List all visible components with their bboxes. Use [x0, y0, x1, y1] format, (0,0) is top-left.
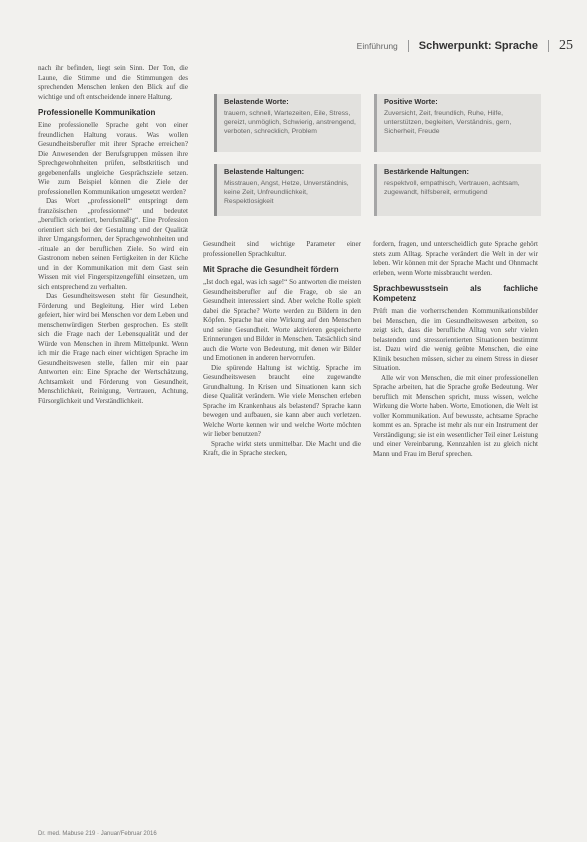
box-title: Belastende Haltungen:	[224, 167, 305, 176]
paragraph: „Ist doch egal, was ich sage!“ So antworten die meisten Gesundheitsberufler auf die Frage, ob sie an Gesundheit interessiert sind. Aber welche Rolle spielt dabei die Sprache? Worte werden zu Bildern in den Köpfen. Sprache hat eine Wirkung auf den Menschen und seine Gesundheit. Worte aktivieren gespeicherte Erinnerungen und Bilder in Menschen. Tatsächlich sind auch die Worte von Bedeutung, mit denen wir Bilder und Emotionen in anderen hervorrufen.	[203, 278, 361, 362]
subheading: Mit Sprache die Gesundheit fördern	[203, 265, 339, 274]
subheading: Professionelle Kommunikation	[38, 108, 156, 117]
text-column-left	[38, 64, 188, 814]
box-title: Positive Worte:	[384, 97, 438, 106]
page-header	[357, 36, 573, 56]
negative-attitudes-box	[214, 164, 361, 216]
paragraph: Das Gesundheitswesen steht für Gesundheit, Förderung und Begleitung. Hier wird Leben gefeiert, hier wird bei Menschen vor dem Leben und menschenwürdigen Sterben gesprochen. Es stellt sich die Frage nach der Lebensqualität und der Würde von Menschen in ihrem Mittelpunkt. Wenn ich mir die Frage nach einer wichtigen Sprache im Gesundheitswesen stelle, fallen mir ein paar Antworten ein: Eine Sprache der Wertschätzung, Achtsamkeit und Förderung von Gesundheit, Menschlichkeit, Reinigung, Vertrauen, Achtung, Fürsorglichkeit und Verständlichkeit.	[38, 292, 188, 405]
paragraph: Die spürende Haltung ist wichtig. Sprache im Gesundheitswesen braucht eine zugewandte Grundhaltung. In Krisen und Situationen kann sich diese Qualität verändern. Wie viele Menschen erleben Sprache im Krankenhaus als belastend? Sprache kann bewegen und aufbauen, sie kann aber auch verletzen. Welche Worte kennen wir und welche Worte möchten wir lieber benutzen?	[203, 363, 361, 438]
box-body: Zuversicht, Zeit, freundlich, Ruhe, Hilfe, unterstützen, begleiten, Verständnis, gern, Sicherheit, Freude	[384, 110, 512, 135]
subheading: Sprachbewusstsein als fachliche Kompetenz	[373, 284, 538, 303]
paragraph: Eine professionelle Sprache geht von einer freundlichen Haltung voraus. Was wollen Gesundheitsberufler mit ihrer Sprache erreichen? Die Anwesenden der Berufsgruppen müssen ihre Sprechgewohnheiten prüfen, selbstkritisch und gegebenenfalls ungleiche Gesprächsziele setzen. Wie zum Beispiel können die Ziele der professionellen Kommunikation umgesetzt werden?	[38, 121, 188, 196]
paragraph: Alle wir von Menschen, die mit einer professionellen Sprache arbeiten, hat die Sprache große Bedeutung. Wer beruflich mit Menschen spricht, muss wissen, welche Wirkung die Worte haben. Worte, Emotionen, die Welt ist voller Kommunikation. Auf bewusste, achtsame Sprache kommt es an. Sprache ist mehr als nur ein Instrument der Verständigung; sie ist ein wesentlicher Teil einer Leistung und einer Vereinbarung, Kennzahlen ist zu gleich nicht Mann und Frau im Beruf sprechen.	[373, 373, 538, 458]
paragraph: Sprache wirkt stets unmittelbar. Die Macht und die Kraft, die in Sprache stecken,	[203, 439, 361, 457]
text-column-right	[373, 240, 538, 815]
paragraph: nach ihr befinden, liegt sein Sinn. Der Ton, die Laune, die Stimme und die Stimmungen des sprechenden Menschen lenken den Blick auf die wichtige und oft entscheidende innere Haltung.	[38, 64, 188, 101]
section-title: Schwerpunkt: Sprache	[408, 40, 549, 52]
page-number: 25	[559, 38, 573, 53]
box-title: Bestärkende Haltungen:	[384, 167, 470, 176]
positive-words-box	[374, 94, 541, 152]
box-body: respektvoll, empathisch, Vertrauen, achtsam, zugewandt, hilfsbereit, ermutigend	[384, 180, 520, 196]
paragraph: fordern, fragen, und unterscheidlich gute Sprache gehört stets zum Alltag. Sprache verändert die Welt in der wir leben. Wir können mit der Sprache Macht und Ohnmacht erleben, wenn Worte missbraucht werden.	[373, 240, 538, 277]
text-column-middle	[203, 240, 361, 815]
section-label: Einführung	[356, 41, 398, 51]
paragraph: Das Wort „professionell“ entspringt dem französischen „professionnel“ und bedeutet „beruflich orientiert, berufsmäßig“. Eine Profession orientiert sich bei der Gestaltung und der Qualität ihrer Umgangsformen, der Sprachgewohnheiten und -rituale an der beruflichen Ziele. So wird ein Gastronom neben seinen Fertigkeiten in der Küche und in der Kommunikation mit dem Gast sein Wissen mit viel Fingerspitzengefühl einsetzen, um sich entsprechend zu verhalten.	[38, 197, 188, 291]
box-body: trauern, schnell, Wartezeiten, Eile, Stress, gereizt, unmöglich, Schwierig, anstrengend, verboten, schrecklich, Problem	[224, 110, 356, 135]
box-title: Belastende Worte:	[224, 97, 289, 106]
paragraph: Prüft man die vorherrschenden Kommunikationsbilder bei Menschen, die im Gesundheitswesen arbeiten, so zeigt sich, dass die berufliche Alltag von sehr vielen belastenden und stressorientierten Situationen bestimmt ist. Dazu wird die wenig geübte Menschen, die eine Klinik besuchen müssen, sicher zu einem Stress in dieser Situation.	[373, 307, 538, 372]
negative-words-box	[214, 94, 361, 152]
page-footer: Dr. med. Mabuse 219 · Januar/Februar 2016	[38, 831, 157, 837]
box-body: Misstrauen, Angst, Hetze, Unverständnis, keine Zeit, Unfreundlichkeit, Respektlosigkeit	[224, 180, 349, 205]
positive-attitudes-box	[374, 164, 541, 216]
paragraph: Gesundheit sind wichtige Parameter einer professionellen Sprachkultur.	[203, 240, 361, 258]
